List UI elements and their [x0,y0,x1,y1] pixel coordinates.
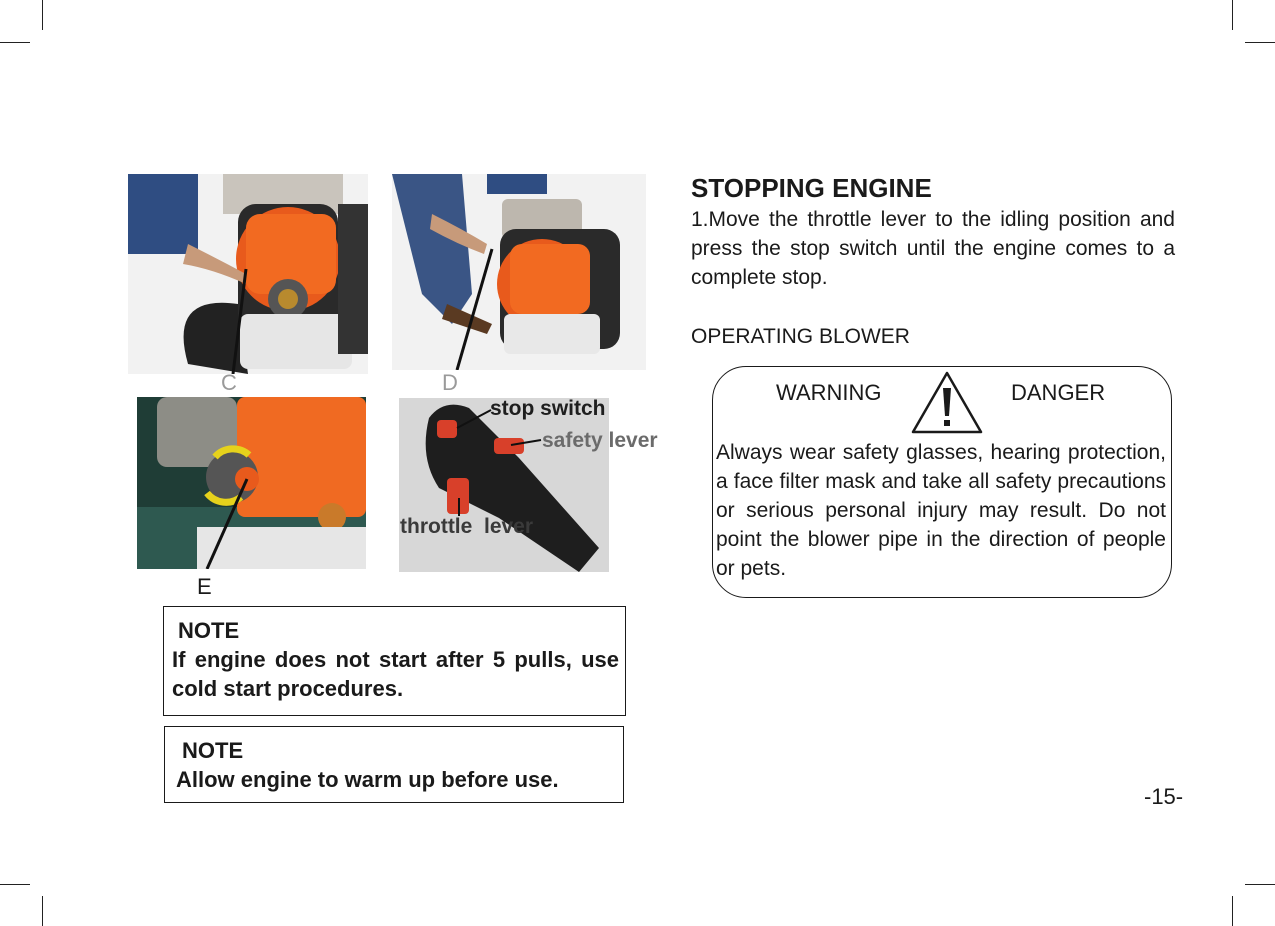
photo-throttle-handle [399,398,609,572]
photo-label-e: E [197,574,212,599]
crop-mark [0,42,30,43]
note-body: Allow engine to warm up before use. [176,767,559,792]
crop-mark [0,884,30,885]
crop-mark [1245,884,1275,885]
section-heading-operating-blower: OPERATING BLOWER [691,325,910,348]
exclamation-triangle-icon [911,370,983,434]
note-box-warm-up [164,726,624,803]
photo-d-operator-at-blower [392,174,646,370]
label-safety-lever: safety lever [542,429,658,452]
crop-mark [1232,0,1233,30]
photo-e-engine-closeup [137,397,366,569]
label-stop-switch: stop switch [490,397,606,420]
note-heading: NOTE [178,618,240,643]
label-throttle-lever: throttle lever [400,515,534,538]
note-box-cold-start [163,606,626,716]
photo-c-operator-at-blower [128,174,368,374]
warning-label: WARNING [776,380,882,405]
note-heading: NOTE [182,738,244,763]
danger-label: DANGER [1011,380,1106,405]
warning-text: Always wear safety glasses, hearing protection, a face filter mask and take all safety precautions or serious personal injury may result. Do not point the blower pipe in the direction of people or pets. [716,441,1166,580]
crop-mark [42,0,43,30]
photo-label-c: C [221,370,237,395]
stopping-instructions: 1.Move the throttle lever to the idling position and press the stop switch until the engine comes to a complete stop. [691,208,1175,289]
photo-label-d: D [442,370,458,395]
section-heading-stopping-engine: STOPPING ENGINE [691,173,932,203]
page-number: -15- [1144,784,1184,809]
crop-mark [42,896,43,926]
crop-mark [1245,42,1275,43]
crop-mark [1232,896,1233,926]
note-body: If engine does not start after 5 pulls, use cold start procedures. [172,647,619,701]
